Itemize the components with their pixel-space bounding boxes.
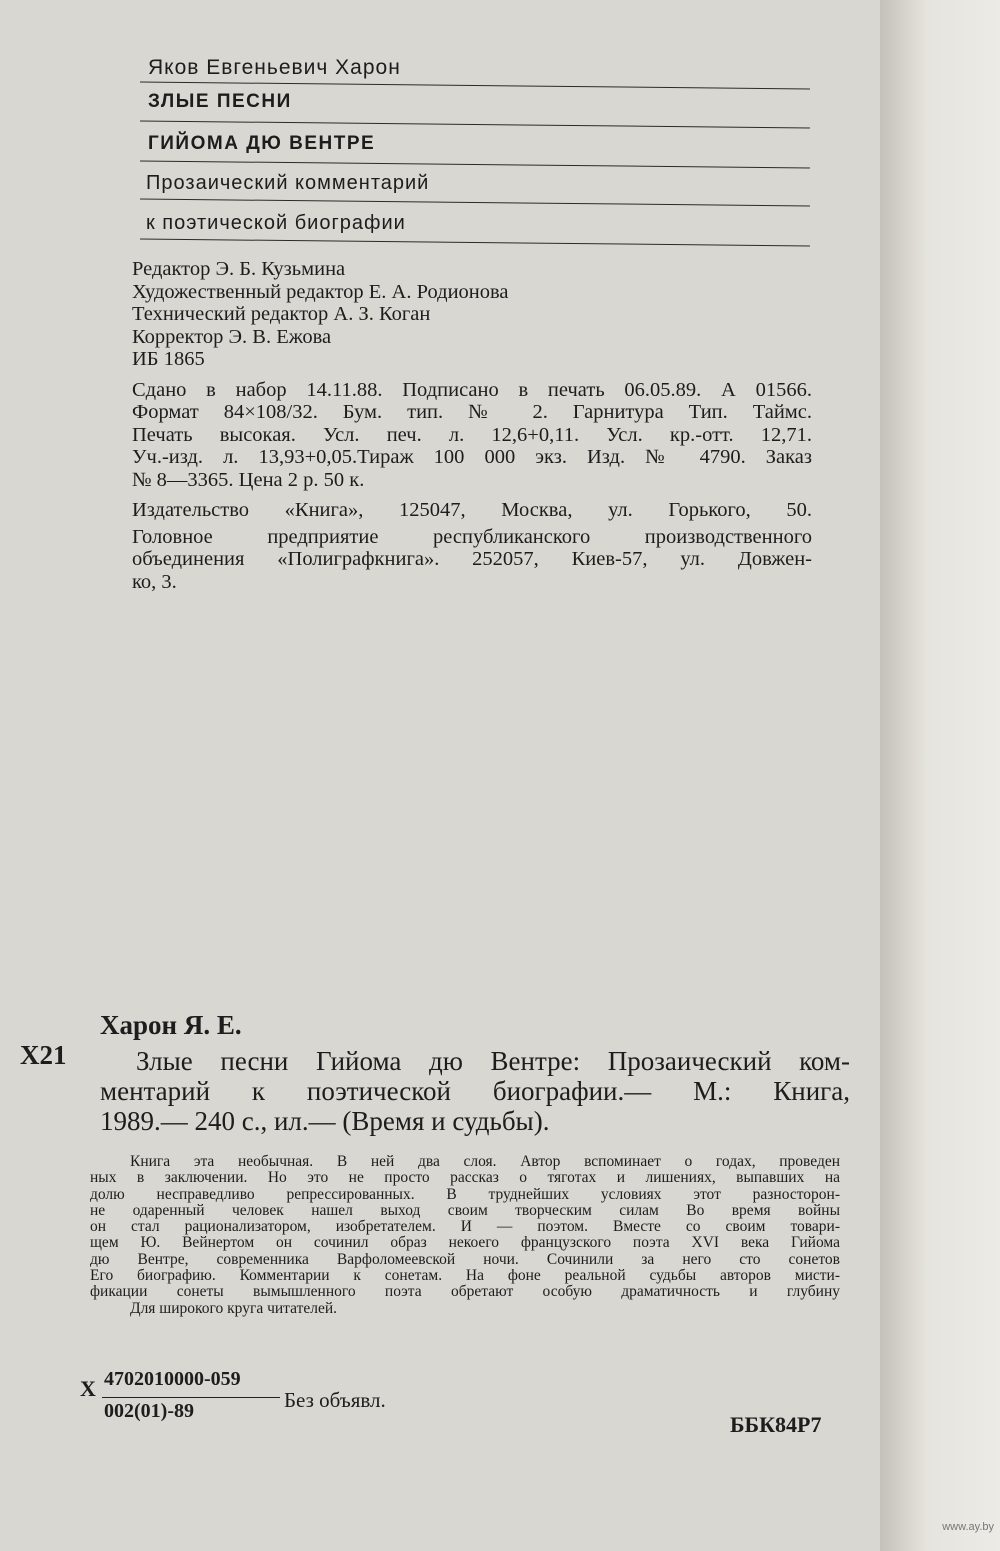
annotation-line: дю Вентре, современника Варфоломеевской ночи. Сочинили за него сто сонетов xyxy=(90,1250,840,1268)
page-gutter xyxy=(880,0,1000,1551)
credit-line: Художественный редактор Е. А. Родионова xyxy=(132,280,509,303)
annotation-line: Его биографию. Комментарии к сонетам. На фоне реальной судьбы авторов мисти- xyxy=(90,1267,840,1285)
credit-line: Технический редактор А. З. Коган xyxy=(132,303,431,325)
printer-line: Головное предприятие республиканского производственного xyxy=(132,525,812,548)
annotation-line: Для широкого круга читателей. xyxy=(130,1299,338,1317)
divider-line xyxy=(140,81,810,89)
bbk-code: ББК84Р7 xyxy=(730,1412,822,1437)
print-detail-line: № 8—3365. Цена 2 р. 50 к. xyxy=(132,468,365,491)
colophon-author: Яков Евгеньевич Харон xyxy=(148,56,401,79)
print-detail-line: Формат 84×108/32. Бум. тип. № 2. Гарнитура Тип. Таймс. xyxy=(132,401,812,423)
publisher-line: Издательство «Книга», 125047, Москва, ул. Горького, 50. xyxy=(132,499,812,521)
description-line: ментарий к поэтической биографии.— М.: Книга, xyxy=(100,1076,850,1106)
print-detail-line: Сдано в набор 14.11.88. Подписано в печать 06.05.89. А 01566. xyxy=(132,378,812,401)
imprint-block xyxy=(132,258,812,593)
annotation-line: ных в заключении. Но это не просто рассказ о тяготах и лишениях, выпавших на xyxy=(90,1169,840,1187)
credit-line: Редактор Э. Б. Кузьмина xyxy=(132,258,346,280)
catalog-author: Харон Я. Е. xyxy=(100,1010,242,1040)
annotation-line: долю несправедливо репрессированных. В труднейших условиях этот разносторон- xyxy=(90,1185,840,1203)
catalog-description xyxy=(100,1046,850,1136)
annotation-line: щем Ю. Вейнертом он сочинил образ некоего французского поэта XVI века Гийома xyxy=(90,1234,840,1252)
colophon-subtitle-line1: Прозаический комментарий xyxy=(146,172,430,194)
print-detail-line: Уч.-изд. л. 13,93+0,05.Тираж 100 000 экз. Изд. № 4790. Заказ xyxy=(132,446,812,468)
catalog-code-bottom: 002(01)-89 xyxy=(104,1400,194,1422)
printer-line: ко, 3. xyxy=(132,570,177,593)
annotation-block xyxy=(90,1154,840,1317)
annotation-line: он стал рационализатором, изобретателем. И — поэтом. Вместе со своим товари- xyxy=(90,1218,840,1236)
watermark: www.ay.by xyxy=(942,1521,994,1533)
catalog-note: Без объявл. xyxy=(284,1388,386,1412)
fraction-line xyxy=(102,1397,280,1398)
colophon-subtitle-line2: к поэтической биографии xyxy=(146,212,406,234)
divider-line xyxy=(140,238,810,246)
description-line: Злые песни Гийома дю Вентре: Прозаический ком- xyxy=(136,1046,850,1076)
catalog-code: Х21 xyxy=(20,1040,67,1070)
printer-line: объединения «Полиграфкнига». 252057, Киев-57, ул. Довжен- xyxy=(132,548,812,570)
description-line: 1989.— 240 с., ил.— (Время и судьбы). xyxy=(100,1106,550,1136)
annotation-line: Книга эта необычная. В ней два слоя. Автор вспоминает о годах, проведен xyxy=(130,1153,840,1170)
credit-line: ИБ 1865 xyxy=(132,348,205,370)
catalog-prefix: Х xyxy=(80,1376,96,1401)
divider-line xyxy=(140,198,810,206)
divider-line xyxy=(140,160,810,168)
colophon-title-line2: ГИЙОМА ДЮ ВЕНТРЕ xyxy=(148,133,376,154)
print-detail-line: Печать высокая. Усл. печ. л. 12,6+0,11. Усл. кр.-отт. 12,71. xyxy=(132,423,812,446)
colophon-title-line1: ЗЛЫЕ ПЕСНИ xyxy=(148,91,292,112)
divider-line xyxy=(140,120,810,128)
credit-line: Корректор Э. В. Ежова xyxy=(132,325,332,348)
annotation-line: фикации сонеты вымышленного поэта обретают особую драматичность и глубину xyxy=(90,1283,840,1301)
annotation-line: не одаренный человек нашел выход своим творческим силам Во время войны xyxy=(90,1201,840,1219)
catalog-code-top: 4702010000-059 xyxy=(104,1368,241,1390)
